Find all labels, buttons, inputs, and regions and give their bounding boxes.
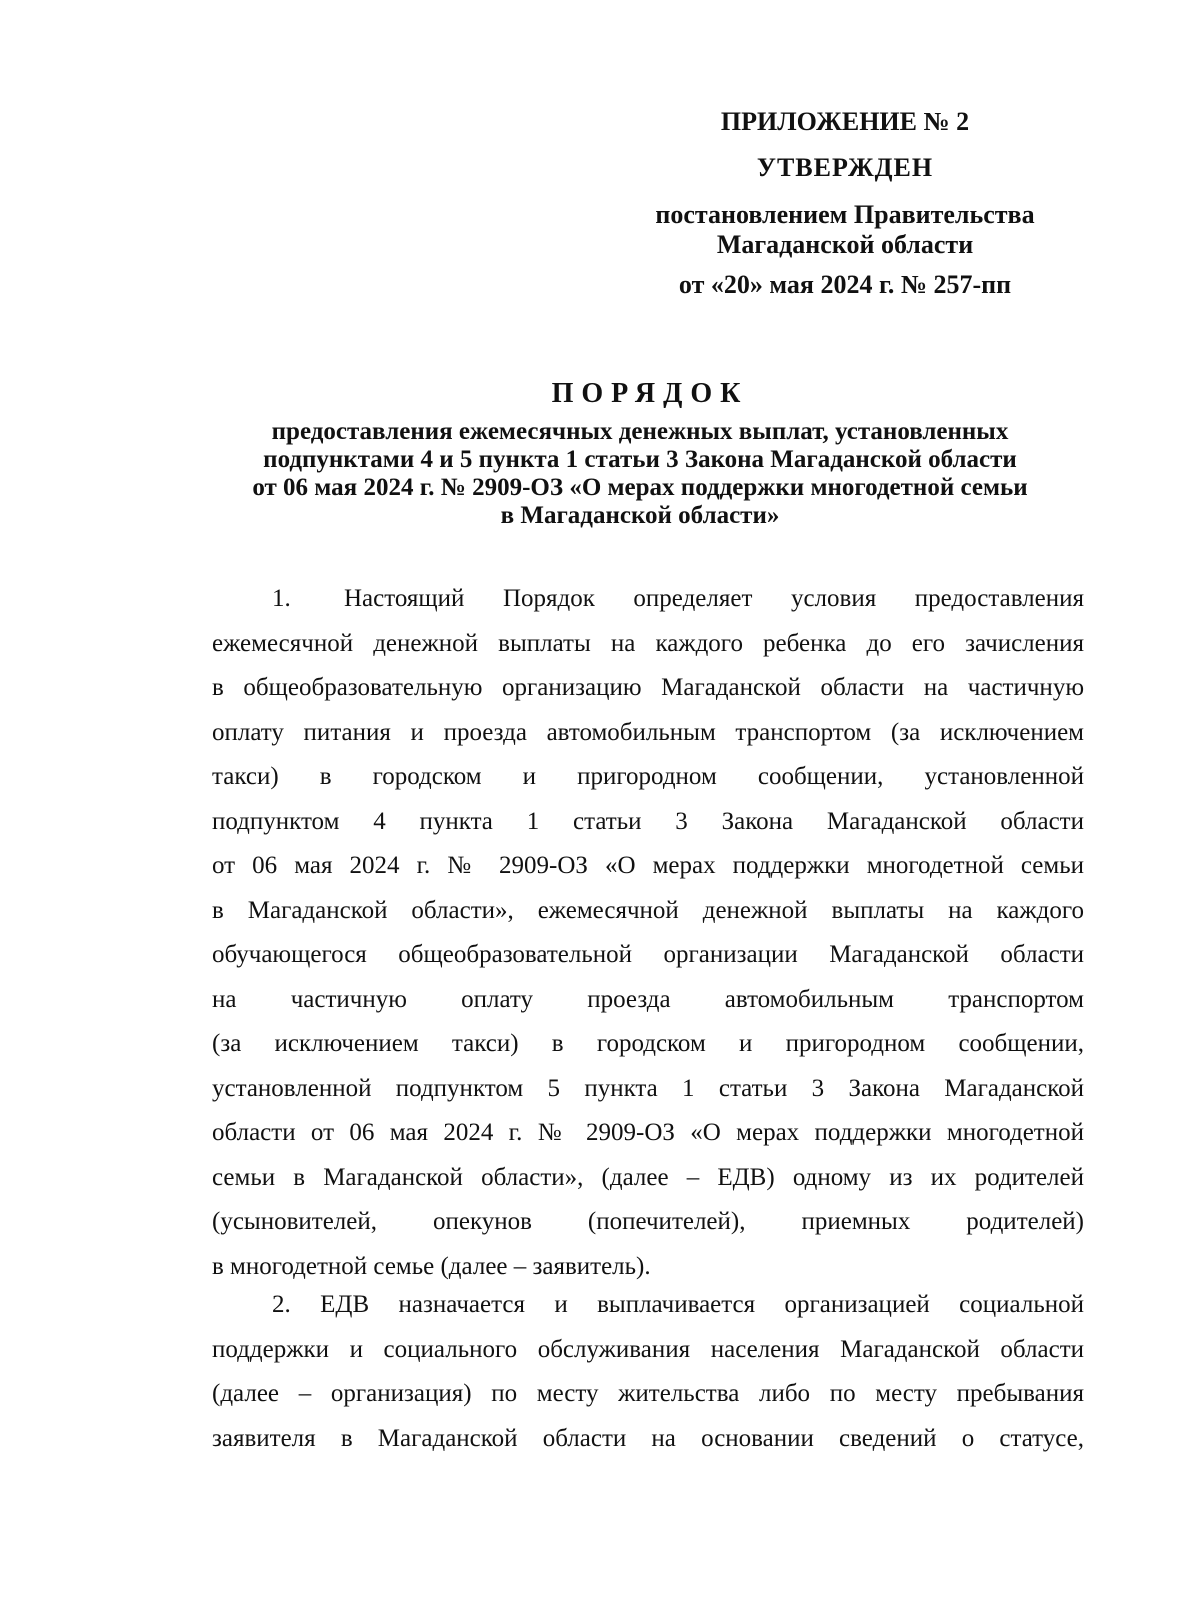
paragraph-line: такси) в городском и пригородном сообщении, установленной (212, 763, 1084, 790)
paragraph-line: (усыновителей, опекунов (попечителей), приемных родителей) (212, 1208, 1084, 1235)
paragraph-line: в многодетной семье (далее – заявитель). (212, 1252, 651, 1280)
decree-date-label: от «20» мая 2024 г. № 257-пп (678, 270, 1012, 299)
paragraph-line: оплату питания и проезда автомобильным транспортом (за исключением (212, 718, 1084, 746)
document-title: ПОРЯДОК (551, 378, 749, 409)
subtitle-line: подпунктами 4 и 5 пункта 1 статьи 3 Закона Магаданской области (263, 446, 1017, 473)
appendix-number (620, 107, 1070, 137)
paragraph-line: на частичную оплату проезда автомобильным транспортом (212, 985, 1084, 1013)
paragraph-line: заявителя в Магаданской области на основании сведений о статусе, (212, 1424, 1084, 1452)
paragraph-line (212, 577, 1084, 622)
paragraph-line: подпунктом 4 пункта 1 статьи 3 Закона Магаданской области (212, 807, 1084, 835)
paragraph-1 (212, 577, 1084, 1289)
appendix-label: ПРИЛОЖЕНИЕ № 2 (720, 107, 970, 136)
paragraph-line: 2. ЕДВ назначается и выплачивается организацией социальной (272, 1291, 1084, 1318)
paragraph-line: семьи в Магаданской области», (далее – ЕДВ) одному из их родителей (212, 1163, 1084, 1191)
paragraph-line: поддержки и социального обслуживания населения Магаданской области (212, 1335, 1084, 1363)
paragraph-line: ежемесячной денежной выплаты на каждого ребенка до его зачисления (212, 629, 1084, 657)
subtitle-line: от 06 мая 2024 г. № 2909-ОЗ «О мерах поддержки многодетной семьи (252, 474, 1028, 501)
decree-reference (620, 200, 1070, 260)
paragraph-line: области от 06 мая 2024 г. № 2909-ОЗ «О мерах поддержки многодетной (212, 1119, 1084, 1146)
document-subtitle (190, 418, 1090, 530)
paragraph-2 (212, 1283, 1084, 1461)
approved-stamp (620, 153, 1070, 183)
paragraph-line: в Магаданской области», ежемесячной денежной выплаты на каждого (212, 896, 1084, 924)
paragraph-line: обучающегося общеобразовательной организации Магаданской области (212, 941, 1084, 968)
decree-line-2: Магаданской области (716, 230, 974, 259)
paragraph-line: (далее – организация) по месту жительства либо по месту пребывания (212, 1380, 1084, 1407)
paragraph-line: от 06 мая 2024 г. № 2909-ОЗ «О мерах поддержки многодетной семьи (212, 852, 1084, 879)
item-number: 1. (272, 585, 291, 612)
subtitle-line: предоставления ежемесячных денежных выплат, установленных (271, 418, 1009, 445)
paragraph-line: установленной подпунктом 5 пункта 1 статьи 3 Закона Магаданской (212, 1074, 1084, 1102)
paragraph-line-text: Настоящий Порядок определяет условия предоставления (344, 585, 1084, 612)
paragraph-line: в общеобразовательную организацию Магаданской области на частичную (212, 674, 1084, 701)
paragraph-line: (за исключением такси) в городском и пригородном сообщении, (212, 1030, 1084, 1057)
subtitle-line: в Магаданской области» (500, 502, 780, 529)
decree-line-1: постановлением Правительства (655, 200, 1035, 229)
decree-date (620, 270, 1070, 300)
approved-label: УТВЕРЖДЕН (756, 153, 934, 182)
